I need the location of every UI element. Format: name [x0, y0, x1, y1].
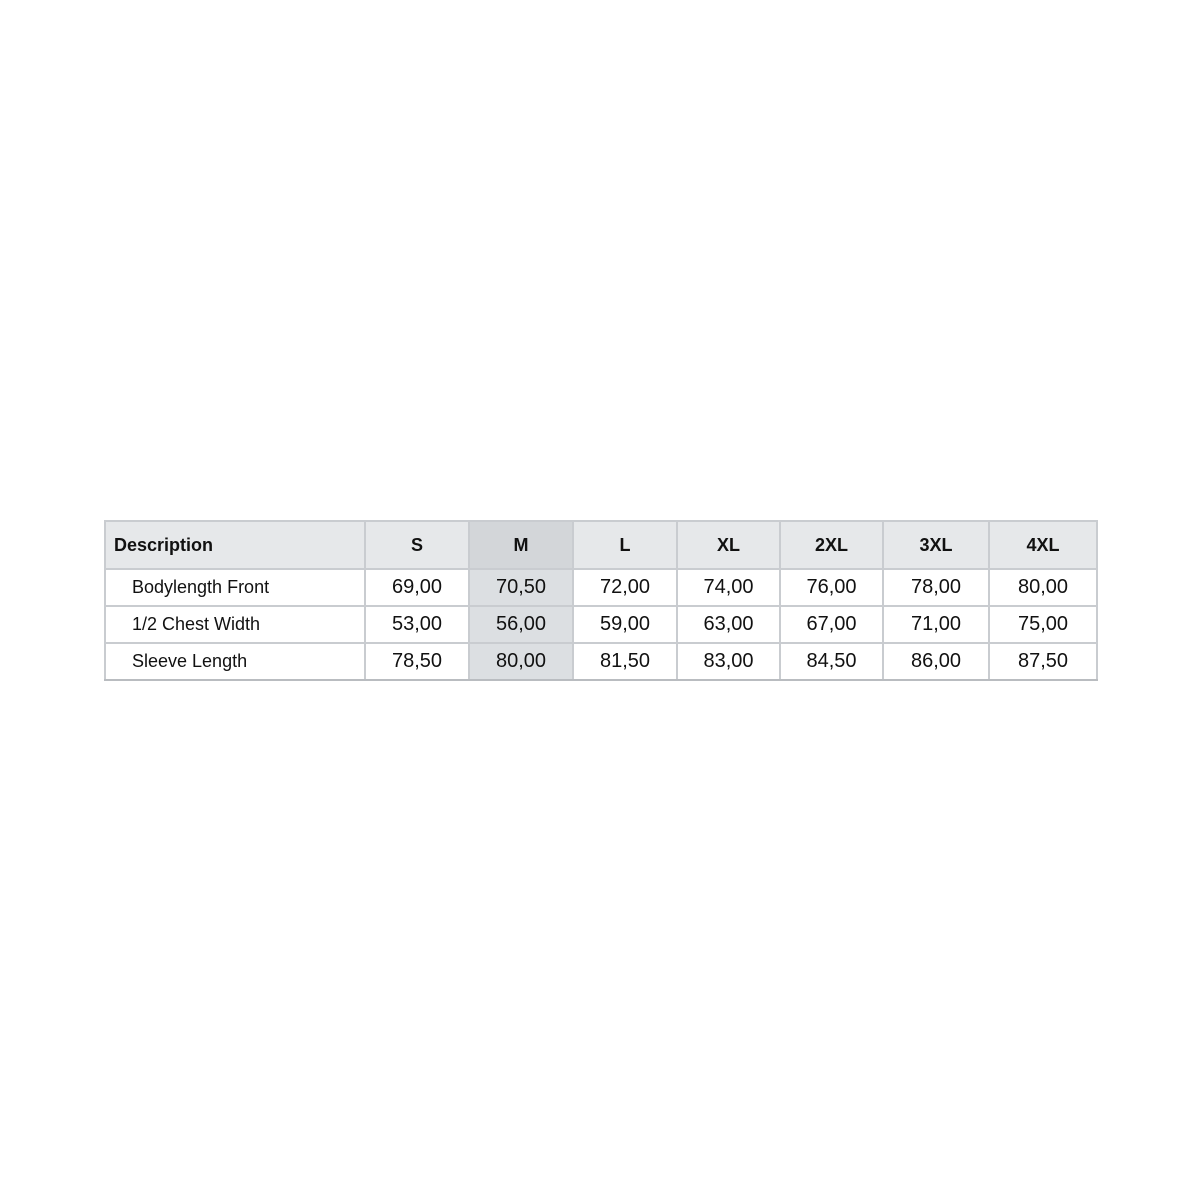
table-cell: 84,50: [780, 643, 883, 680]
table-cell: 74,00: [677, 569, 780, 606]
table-cell: 70,50: [469, 569, 573, 606]
table-cell: 87,50: [989, 643, 1097, 680]
table-row: [105, 606, 1097, 643]
table-cell: 83,00: [677, 643, 780, 680]
row-label-bodylength-front: Bodylength Front: [105, 569, 365, 606]
table-cell: 80,00: [989, 569, 1097, 606]
table-cell: 67,00: [780, 606, 883, 643]
table-cell: 78,50: [365, 643, 469, 680]
table-cell: 75,00: [989, 606, 1097, 643]
table-cell: 69,00: [365, 569, 469, 606]
header-size-s: S: [365, 521, 469, 569]
table-cell: 78,00: [883, 569, 989, 606]
table-row: [105, 569, 1097, 606]
header-size-xl: XL: [677, 521, 780, 569]
header-size-3xl: 3XL: [883, 521, 989, 569]
size-chart-table: [104, 520, 1098, 681]
table-row: [105, 643, 1097, 680]
table-cell: 81,50: [573, 643, 677, 680]
header-description: Description: [105, 521, 365, 569]
table-cell: 86,00: [883, 643, 989, 680]
row-label-chest-width: 1/2 Chest Width: [105, 606, 365, 643]
table-cell: 63,00: [677, 606, 780, 643]
table-cell: 80,00: [469, 643, 573, 680]
table-header-row: [105, 521, 1097, 569]
header-size-4xl: 4XL: [989, 521, 1097, 569]
table-cell: 76,00: [780, 569, 883, 606]
table-cell: 56,00: [469, 606, 573, 643]
table-cell: 72,00: [573, 569, 677, 606]
header-size-2xl: 2XL: [780, 521, 883, 569]
row-label-sleeve-length: Sleeve Length: [105, 643, 365, 680]
header-size-m: M: [469, 521, 573, 569]
header-size-l: L: [573, 521, 677, 569]
table-cell: 59,00: [573, 606, 677, 643]
table-cell: 71,00: [883, 606, 989, 643]
table-cell: 53,00: [365, 606, 469, 643]
